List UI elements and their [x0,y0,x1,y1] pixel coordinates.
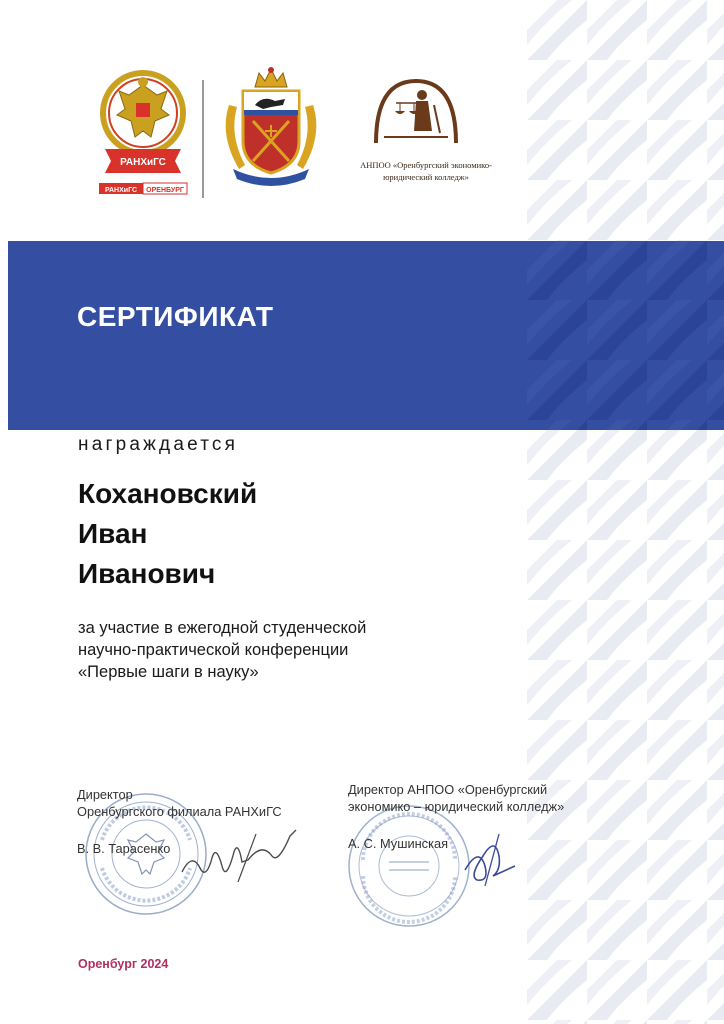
logo-divider [202,80,204,198]
orenburg-coat-of-arms-logo [215,65,327,190]
award-reason-line2: научно-практической конференции [78,641,349,659]
award-reason-line3: «Первые шаги в науку» [78,663,259,681]
right-signer-role-line2: экономико – юридический колледж» [348,799,565,814]
ranepa-emblem-logo [95,65,191,200]
left-signer-role-line1: Директор [77,787,133,802]
city-year: Оренбург 2024 [78,957,169,971]
award-reason-line1: за участие в ежегодной студенческой [78,619,367,637]
college-caption [341,159,511,183]
title-banner [8,241,527,430]
right-signer-role-line1: Директор АНПОО «Оренбургский [348,782,548,797]
left-signer-role-line2: Оренбургского филиала РАНХиГС [77,804,282,819]
right-signer-block [348,781,564,852]
recipient-surname: Кохановский [78,478,258,509]
right-signer-name: А. С. Мушинская [348,836,449,851]
ranepa-ribbon-text: РАНХиГС [120,157,166,168]
ranepa-tag-right: ОРЕНБУРГ [146,187,184,194]
recipient-first-name: Иван [78,518,148,549]
certificate-title: СЕРТИФИКАТ [77,301,274,332]
college-caption-line2: юридический колледж» [383,172,469,182]
decorative-pattern [527,0,724,1024]
left-signer-block [77,786,282,857]
logos-row [95,60,515,205]
college-caption-line1: АНПОО «Оренбургский экономико- [360,160,492,170]
college-themis-logo [370,75,462,145]
awarded-label: награждается [78,434,239,455]
recipient-patronymic: Иванович [78,558,216,589]
ranepa-tag-left: РАНХиГС [104,187,138,194]
award-reason [78,617,508,683]
left-signer-name: В. В. Тарасенко [77,841,171,856]
